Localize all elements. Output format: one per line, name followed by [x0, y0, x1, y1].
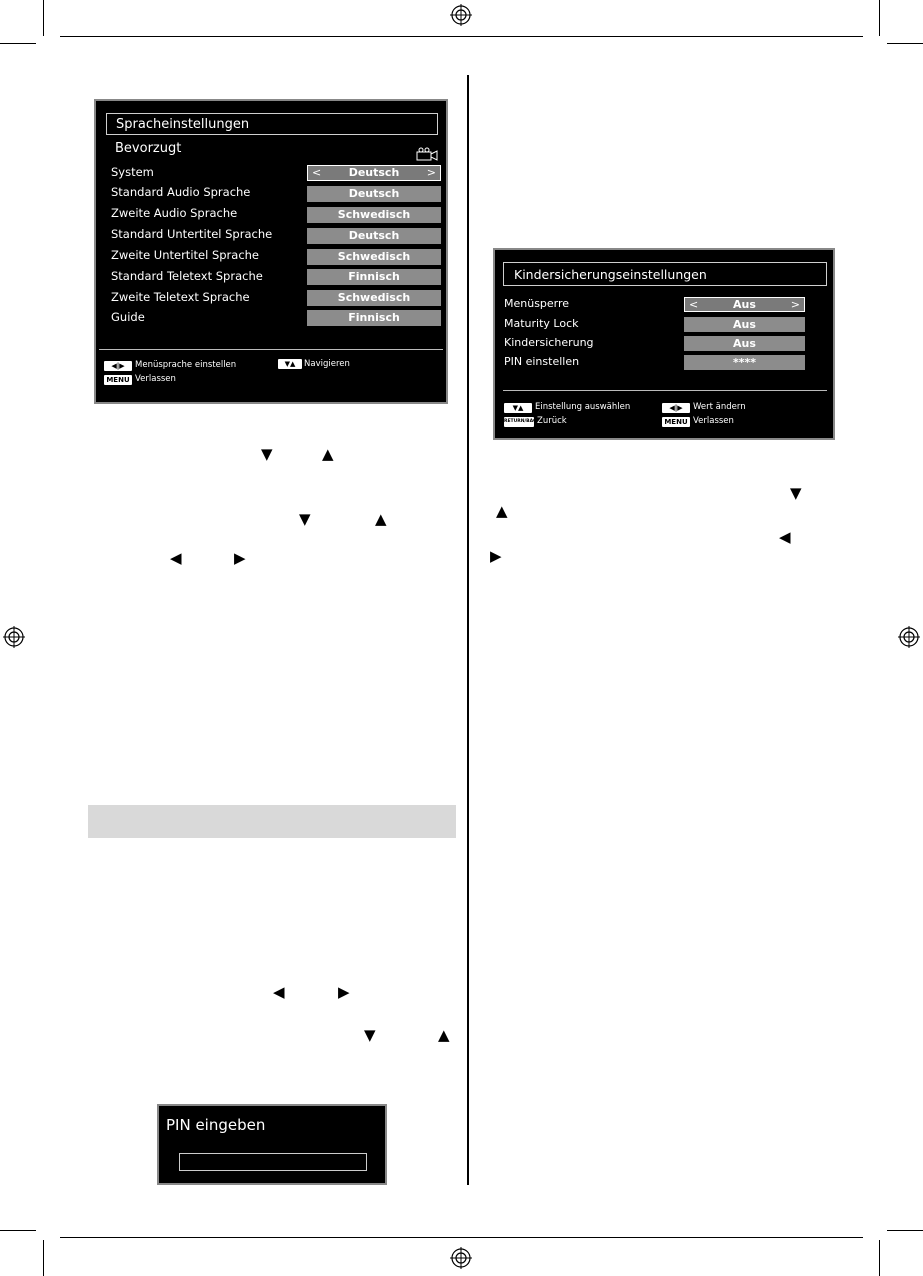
- return-back-key-icon: RETURN/BACK: [504, 417, 534, 427]
- screen-title: Spracheinstellungen: [106, 113, 438, 135]
- crop-mark: [879, 1240, 880, 1276]
- crop-mark: [60, 36, 863, 37]
- setting-label: Standard Audio Sprache: [111, 185, 251, 199]
- setting-label: Standard Untertitel Sprache: [111, 227, 273, 241]
- menu-key-icon: MENU: [662, 417, 690, 427]
- setting-label: Guide: [111, 310, 145, 324]
- chevron-left-icon[interactable]: <: [689, 298, 699, 311]
- setting-label: Menüsperre: [504, 297, 570, 310]
- crop-mark: [43, 0, 44, 36]
- setting-value[interactable]: Aus: [684, 317, 805, 332]
- down-arrow-icon: ▼: [790, 484, 802, 502]
- setting-value[interactable]: Schwedisch: [307, 207, 441, 223]
- section-label: Bevorzugt: [115, 141, 182, 156]
- parental-settings-screen: [493, 248, 835, 440]
- setting-value[interactable]: Finnisch: [307, 269, 441, 285]
- right-arrow-icon: ▶: [490, 547, 502, 565]
- pin-dialog-title: PIN eingeben: [166, 1116, 266, 1134]
- down-arrow-icon: ▼: [299, 510, 311, 528]
- column-divider: [467, 75, 469, 1185]
- setting-value[interactable]: Aus: [684, 336, 805, 351]
- crop-mark: [43, 1240, 44, 1276]
- setting-value[interactable]: ****: [684, 355, 805, 370]
- chevron-right-icon[interactable]: >: [790, 298, 800, 311]
- setting-label: PIN einstellen: [504, 355, 580, 368]
- left-right-key-icon: ◀|▶: [662, 403, 690, 413]
- right-arrow-icon: ▶: [338, 983, 350, 1001]
- down-up-key-icon: ▼▲: [278, 359, 302, 369]
- setting-label: Zweite Teletext Sprache: [111, 290, 250, 304]
- crop-mark: [887, 43, 923, 44]
- registration-mark-icon: [898, 626, 920, 648]
- hint-text: Verlassen: [135, 374, 176, 384]
- setting-value[interactable]: Deutsch: [307, 228, 441, 244]
- screen-title: Kindersicherungseinstellungen: [503, 262, 827, 286]
- registration-mark-icon: [450, 4, 472, 26]
- up-arrow-icon: ▲: [375, 510, 387, 528]
- crop-mark: [887, 1230, 923, 1231]
- setting-value-selector[interactable]: < Aus >: [684, 297, 805, 312]
- hint-text: Einstellung auswählen: [535, 402, 631, 412]
- setting-label: Zweite Audio Sprache: [111, 206, 238, 220]
- left-arrow-icon: ◀: [779, 528, 791, 546]
- crop-mark: [879, 0, 880, 36]
- crop-mark: [60, 1237, 863, 1238]
- right-arrow-icon: ▶: [234, 549, 246, 567]
- setting-label: Zweite Untertitel Sprache: [111, 248, 260, 262]
- menu-key-icon: MENU: [104, 375, 132, 385]
- left-arrow-icon: ◀: [273, 983, 285, 1001]
- down-arrow-icon: ▼: [364, 1026, 376, 1044]
- down-arrow-icon: ▼: [261, 445, 273, 463]
- down-up-key-icon: ▼▲: [504, 403, 532, 413]
- camera-icon: [416, 147, 438, 161]
- hint-text: Navigieren: [304, 359, 350, 369]
- setting-value[interactable]: Deutsch: [307, 186, 441, 202]
- hint-text: Menüsprache einstellen: [135, 360, 237, 370]
- registration-mark-icon: [450, 1247, 472, 1269]
- registration-mark-icon: [3, 626, 25, 648]
- setting-value-selector[interactable]: < Deutsch >: [307, 165, 441, 181]
- setting-label: Kindersicherung: [504, 336, 594, 349]
- up-arrow-icon: ▲: [438, 1026, 450, 1044]
- crop-mark: [0, 43, 36, 44]
- left-arrow-icon: ◀: [170, 549, 182, 567]
- footer-separator: [99, 349, 443, 350]
- setting-label: Maturity Lock: [504, 317, 579, 330]
- language-settings-screen: [94, 99, 448, 404]
- hint-text: Zurück: [537, 416, 567, 426]
- setting-value[interactable]: Schwedisch: [307, 290, 441, 306]
- hint-text: Wert ändern: [693, 402, 746, 412]
- up-arrow-icon: ▲: [496, 502, 508, 520]
- section-heading-bar: [88, 805, 456, 838]
- hint-text: Verlassen: [693, 416, 734, 426]
- setting-value[interactable]: Finnisch: [307, 310, 441, 326]
- setting-value[interactable]: Schwedisch: [307, 249, 441, 265]
- setting-label: System: [111, 165, 154, 179]
- left-right-key-icon: ◀|▶: [104, 361, 132, 371]
- footer-separator: [503, 390, 827, 391]
- chevron-right-icon[interactable]: >: [426, 166, 436, 179]
- pin-dialog: [157, 1104, 387, 1185]
- chevron-left-icon[interactable]: <: [312, 166, 322, 179]
- up-arrow-icon: ▲: [322, 445, 334, 463]
- setting-label: Standard Teletext Sprache: [111, 269, 263, 283]
- pin-input[interactable]: [179, 1153, 367, 1171]
- crop-mark: [0, 1230, 36, 1231]
